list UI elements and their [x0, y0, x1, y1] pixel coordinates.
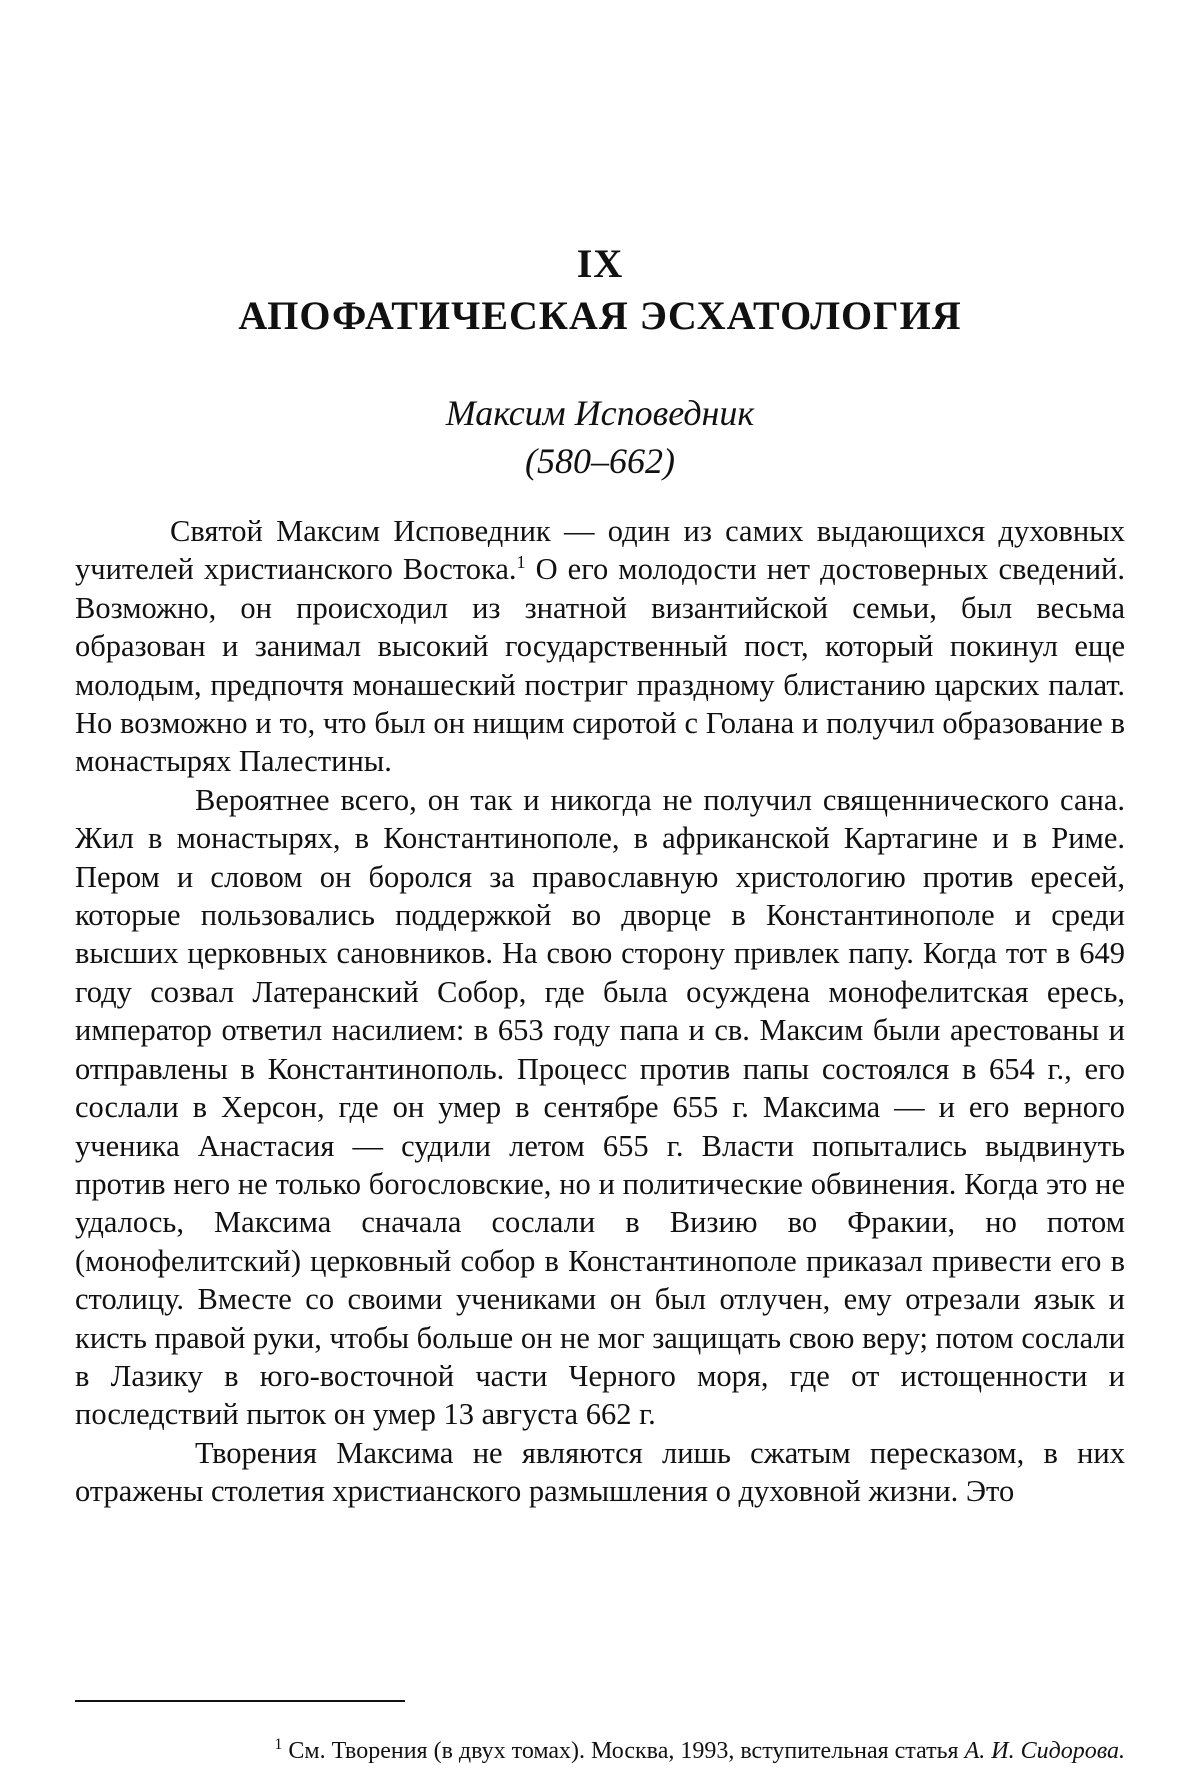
chapter-title: АПОФАТИЧЕСКАЯ ЭСХАТОЛОГИЯ — [238, 293, 962, 338]
footnote-reference[interactable]: 1 — [516, 552, 526, 573]
body-text — [75, 512, 1125, 1511]
paragraph-1-text-b: О его молодости нет достоверных сведений. Возможно, он происходил из знатной византийской семьи, был весьма образован и занимал высокий государственный пост, который покинул еще молодым, предпочтя монашеский постриг праздному блистанию царских палат. Но возможно и то, что был он нищим сиротой с Голана и получил образование в монастырях Палестины. — [75, 552, 1125, 779]
paragraph-3: Творения Максима не являются лишь сжатым пересказом, в них отражены столетия христианского размышления о духовной жизни. Это — [75, 1435, 1125, 1509]
section-dates: (580–662) — [525, 441, 675, 481]
section-author: Максим Исповедник — [445, 393, 755, 433]
footnote-author: А. И. Сидорова. — [964, 1738, 1125, 1764]
footnote-number: 1 — [274, 1736, 283, 1753]
footnote-divider — [75, 1700, 405, 1702]
footnote — [75, 1736, 1125, 1766]
paragraph-2: Вероятнее всего, он так и никогда не получил священнического сана. Жил в монастырях, в Константинополе, в африканской Картагине и в Риме. Пером и словом он боролся за православную христологию против ересей, которые пользовались поддержкой во дворце в Константинополе и среди высших церковных сановников. На свою сторону привлек папу. Когда тот в 649 году созвал Латеранский Собор, где была осуждена монофелитская ересь, император ответил насилием: в 653 году папа и св. Максим были арестованы и отправлены в Константинополь. Процесс против папы состоялся в 654 г., его сослали в Херсон, где он умер в сентябре 655 г. Максима — и его верного ученика Анастасия — судили летом 655 г. Власти попытались выдвинуть против него не только богословские, но и политические обвинения. Когда это не удалось, Максима сначала сослали в Визию во Фракии, но потом (монофелитский) церковный собор в Константинополе приказал привести его в столицу. Вместе со своими учениками он был отлучен, ему отрезали язык и кисть правой руки, чтобы больше он не мог защищать свою веру; потом сослали в Лазику в юго-восточной части Черного моря, где от истощенности и последствий пыток он умер 13 августа 662 г. — [75, 782, 1125, 1432]
chapter-number: IX — [576, 241, 624, 286]
paragraph-1-text-a: Святой Максим Исповедник — один из самих выдающихся духовных учителей христианского Востока. — [75, 514, 1125, 587]
paragraph-1 — [75, 512, 1125, 781]
footnote-text: См. Творения (в двух томах). Москва, 1993, вступительная статья — [288, 1738, 965, 1764]
